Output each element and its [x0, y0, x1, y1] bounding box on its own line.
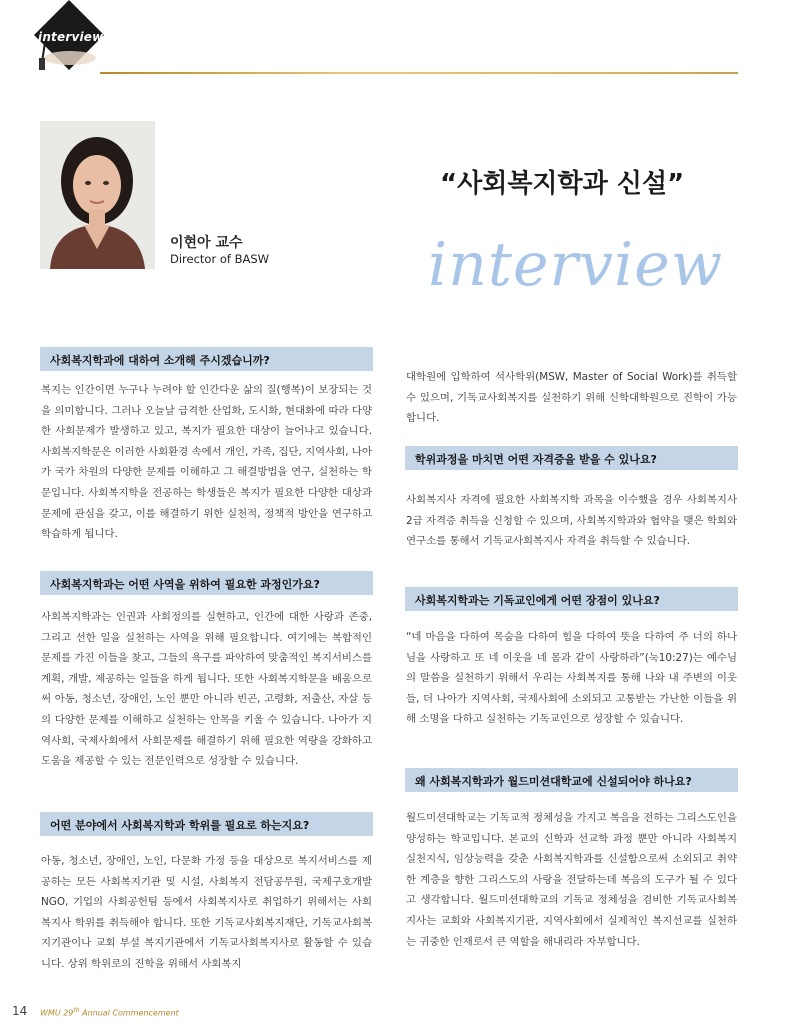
- question-text: 사회복지학과는 기독교인에게 어떤 장점이 있나요?: [415, 594, 660, 607]
- question-text: 학위과정을 마치면 어떤 자격증을 받을 수 있나요?: [415, 453, 657, 466]
- person-title: Director of BASW: [170, 252, 270, 266]
- answer-text: 대학원에 입학하여 석사학위(MSW, Master of Social Work)를 취득할 수 있으며, 기독교사회복지를 실천하기 위해 신학대학원으로 진학이 가능합니다.: [406, 371, 737, 425]
- question-bar: [405, 587, 738, 611]
- publication-name: WMU 29th Annual Commencement: [40, 1007, 179, 1018]
- person-name: 이현아 교수: [170, 235, 243, 251]
- answer-text: 사회복지학과는 인권과 사회정의를 실현하고, 인간에 대한 사랑과 존중, 그리고 선한 일을 실천하는 사역을 위해 필요합니다. 여기에는 복합적인 문제를 가진 이들을 찾고, 그들의 욕구를 파악하여 맞춤적인 복지서비스를 계획, 개발, 제공하는 일들을 하게 됩니다. 또한 사회복지학문을 배움으로써 아동, 청소년, 장애인, 노인 뿐만 아니라 빈곤, 고령화, 저출산, 자살 등의 다양한 문제를 이해하고 실천하는 안목을 키울 수 있습니다. 나아가 지역사회, 국제사회에서 사회문제를 해결하기 위해 필요한 역량을 강화하고 도움을 제공할 수 있는 전문인력으로 성장할 수 있습니다.: [41, 611, 372, 768]
- answer-text: 아동, 청소년, 장애인, 노인, 다문화 가정 등을 대상으로 복지서비스를 제공하는 모든 사회복지기관 및 시설, 사회복지 전담공무원, 국제구호개발 NGO, 기업의 사회공헌팀 등에서 사회복지사로 취업하기 위해서는 사회복지사 학위를 취득해야 합니다. 또한 기독교사회복지재단, 기독교사회복지기관이나 교회 부설 복지기관에서 기독교사회복지사로 활동할 수 있습니다. 상위 학위로의 진학을 위해서 사회복지: [41, 855, 372, 970]
- question-bar: [405, 446, 738, 470]
- answer-text: 월드미션대학교는 기독교적 정체성을 가지고 복음을 전하는 그리스도인을 양성하는 학교입니다. 본교의 신학과 선교학 과정 뿐만 아니라 사회복지 실천지식, 임상능력을 갖춘 사회복지학과를 신설함으로써 소외되고 취약한 계층을 향한 그리스도의 사랑을 전달하는데 복음의 도구가 될 수 있다고 생각합니다. 월드미션대학교의 기독교 정체성을 겸비한 기독교사회복지사는 교회와 사회복지기관, 지역사회에서 실제적인 복지선교를 실천하는 귀중한 인재로서 큰 역할을 해내리라 자부합니다.: [406, 812, 737, 948]
- question-bar: [40, 812, 373, 836]
- question-text: 왜 사회복지학과가 월드미션대학교에 신설되어야 하나요?: [415, 775, 692, 788]
- answer-text: 복지는 인간이면 누구나 누려야 할 인간다운 삶의 질(행복)이 보장되는 것을 의미합니다. 그러나 오늘날 급격한 산업화, 도시화, 현대화에 따라 다양한 사회문제가 발생하고 있고, 복지가 필요한 대상이 늘어나고 있습니다. 사회복지학문은 이러한 사회환경 속에서 개인, 가족, 집단, 지역사회, 나아가 국가 차원의 다양한 문제를 이해하고 그 해결방법을 연구, 실천하는 학문입니다. 사회복지학을 전공하는 학생들은 복지가 필요한 다양한 대상과 문제에 관심을 갖고, 이를 해결하기 위한 실천적, 정책적 방안을 연구하고 학습하게 됩니다.: [41, 384, 372, 541]
- question-text: 사회복지학과에 대하여 소개해 주시겠습니까?: [50, 354, 270, 367]
- header-rule: [100, 72, 738, 74]
- section-badge-label: interview: [38, 30, 104, 44]
- profile-photo: [40, 121, 155, 269]
- question-text: 어떤 분야에서 사회복지학과 학위를 필요로 하는지요?: [50, 819, 310, 832]
- page-title: “사회복지학과 신설”: [440, 169, 685, 199]
- answer-text: “네 마음을 다하여 목숨을 다하여 힘을 다하여 뜻을 다하여 주 너의 하나님을 사랑하고 또 네 이웃을 네 몸과 같이 사랑하라”(눅10:27)는 예수님의 말씀을 실천하기 위해서 우리는 사회복지를 통해 나와 내 주변의 이웃들, 더 나아가 지역사회, 국제사회에 소외되고 고통받는 가난한 이들을 위해 소명을 다하고 실천하는 기독교인으로 성장할 수 있습니다.: [406, 631, 737, 726]
- question-bar: [40, 571, 373, 595]
- answer-text: 사회복지사 자격에 필요한 사회복지학 과목을 이수했을 경우 사회복지사 2급 자격증 취득을 신청할 수 있으며, 사회복지학과와 협약을 맺은 학회와 연구소를 통해서 기독교사회복지사 자격을 취득할 수 있습니다.: [406, 494, 737, 548]
- question-bar: [40, 347, 373, 371]
- page-number: 14: [12, 1004, 28, 1018]
- decorative-word: interview: [428, 230, 724, 300]
- question-text: 사회복지학과는 어떤 사역을 위하여 필요한 과정인가요?: [50, 578, 320, 591]
- question-bar: [405, 768, 738, 792]
